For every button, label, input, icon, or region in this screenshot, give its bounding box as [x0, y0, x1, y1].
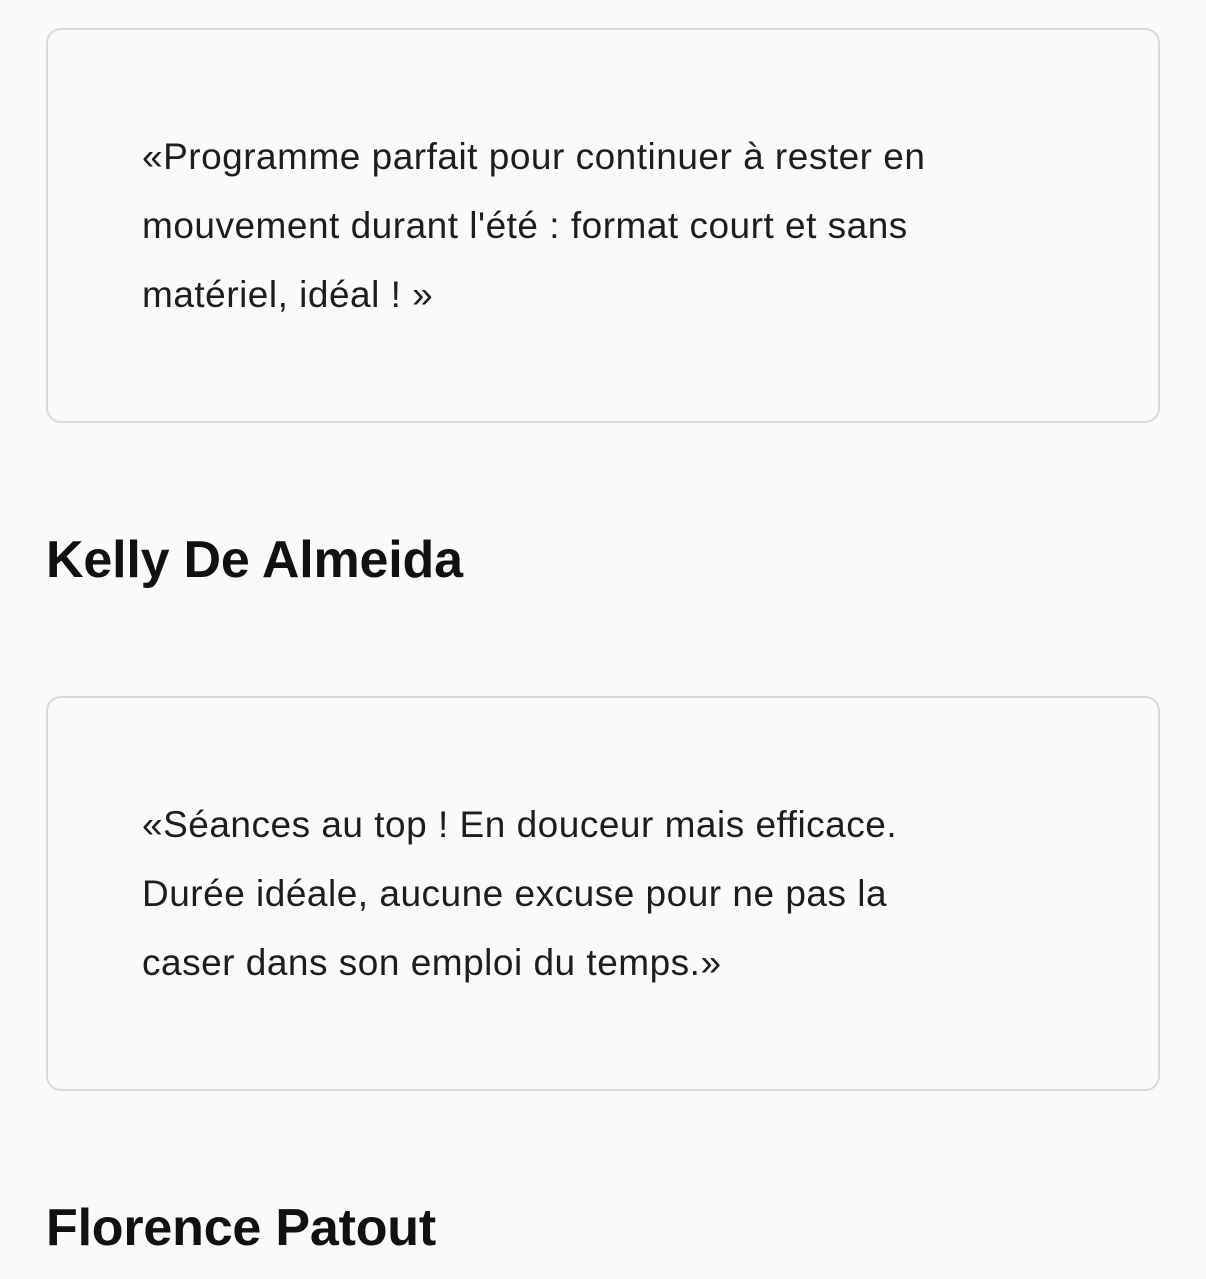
testimonial-quote-text [142, 790, 1064, 997]
testimonial-quote-card [46, 696, 1160, 1091]
testimonial-author-name: Kelly De Almeida [46, 531, 463, 589]
quote-line: «Séances au top ! En douceur mais efficace. [142, 804, 898, 845]
testimonial-quote-text [142, 122, 1064, 329]
quote-line: Durée idéale, aucune excuse pour ne pas la [142, 873, 888, 914]
quote-line: matériel, idéal ! » [142, 274, 434, 315]
quote-line: «Programme parfait pour continuer à rester en [142, 136, 926, 177]
testimonial-item [46, 28, 1160, 591]
quote-line: caser dans son emploi du temps.» [142, 942, 722, 983]
testimonial-author-name: Florence Patout [46, 1199, 436, 1257]
testimonial-item [46, 696, 1160, 1259]
testimonial-quote-card [46, 28, 1160, 423]
quote-line: mouvement durant l'été : format court et sans [142, 205, 908, 246]
